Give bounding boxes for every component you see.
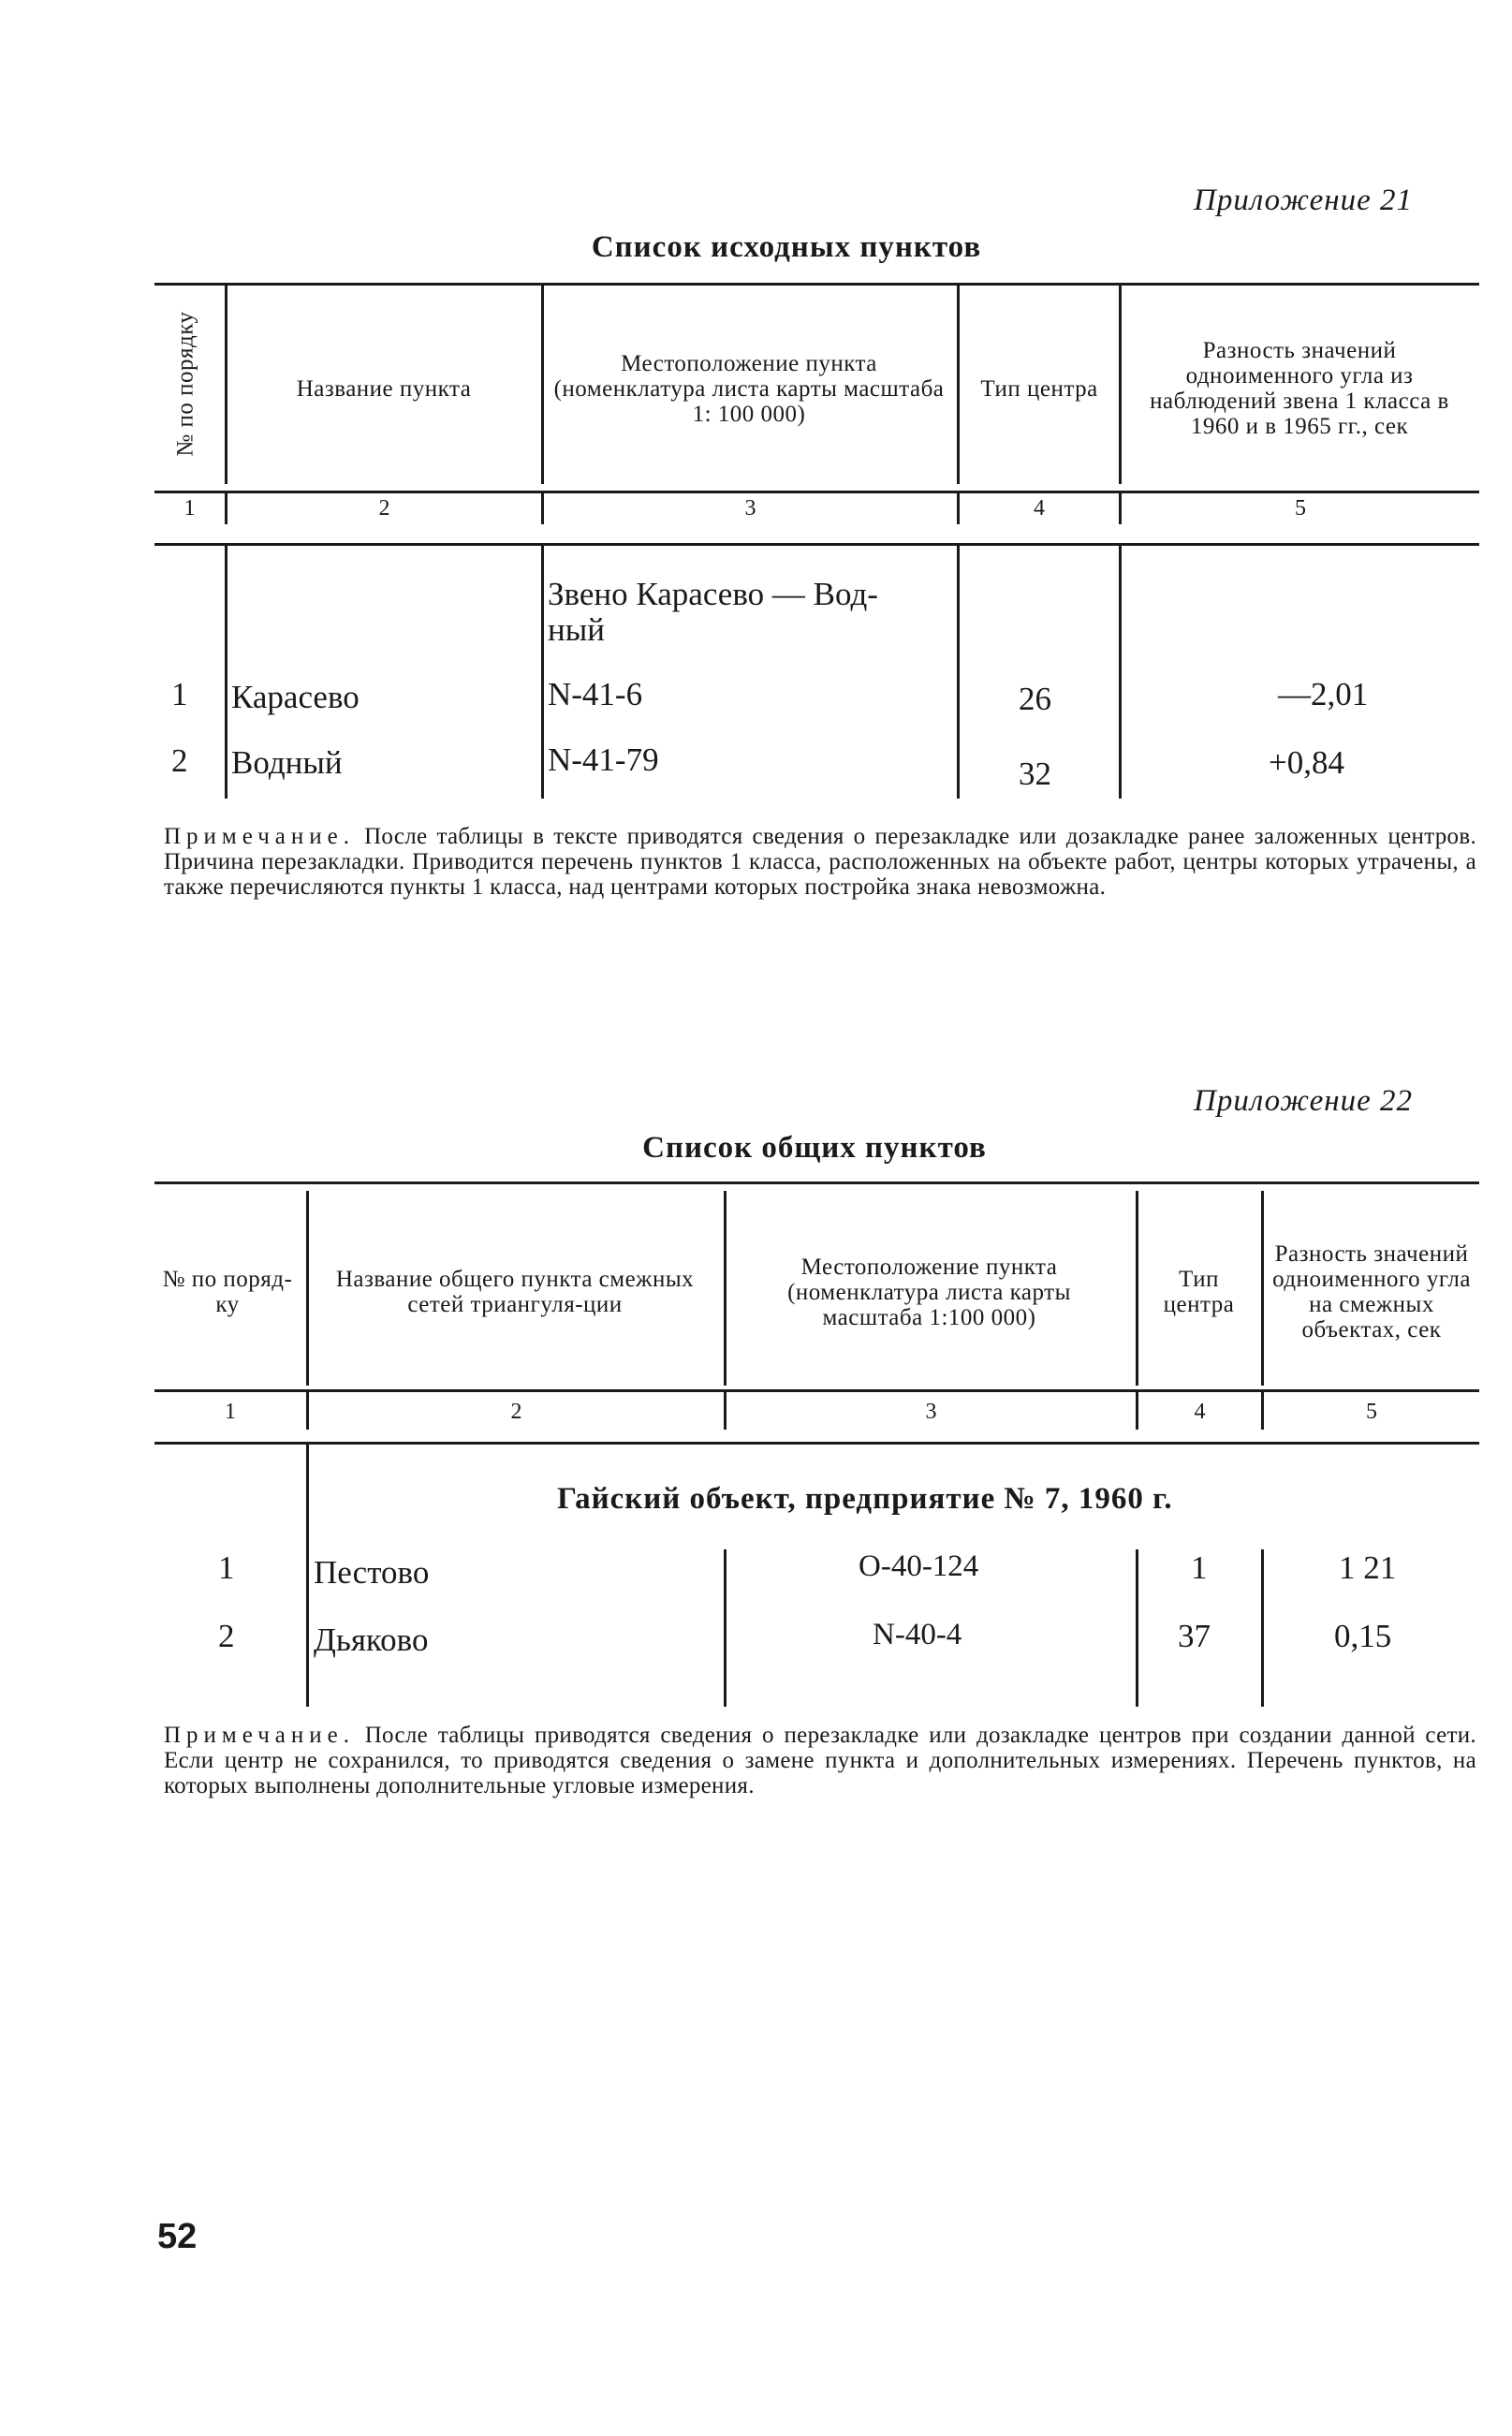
note-label: Примечание. [164,1723,356,1748]
table1-colnum-2: 2 [378,496,390,521]
note-text: После таблицы приводятся сведения о перезакладке или дозакладке центров при создании данной сети. Если центр не сохранился, то приводятся сведения о замене пункта и дополнительных измерениях. Перечень пунктов, на которых выполнены дополнительные угловые измерения. [164,1723,1476,1798]
table1-top-rule [154,283,1479,286]
table2-colnum-3: 3 [925,1400,937,1424]
center-type: 32 [1019,756,1051,792]
table1-colnum-5: 5 [1295,496,1306,521]
row-number: 1 [218,1549,235,1586]
table2-header-location: Местоположение пункта (номенклатура листа карты масштаба 1:100 000) [787,1254,1071,1330]
appendix-22-label: Приложение 22 [1194,1084,1413,1118]
table2-top-rule [154,1181,1479,1184]
table2-header-divider-1 [306,1191,309,1386]
table1-group-heading-line1: Звено Карасево — Вод- [548,576,878,612]
table2-header-angle-difference: Разность значений одноименного угла на смежных объектах, сек [1272,1241,1471,1343]
table1-group-heading-line2: ный [548,611,605,648]
table1-header-divider-1 [225,283,228,484]
map-sheet: O-40-124 [859,1549,979,1583]
center-type: 37 [1178,1618,1211,1654]
note-text: После таблицы в тексте приводятся сведения о перезакладке или дозакладке ранее заложенных центров. Причина перезакладки. Приводится перечень пунктов 1 класса, расположенных на объекте работ, центры которых утрачены, а также перечисляются пункты 1 класса, над центрами которых постройка знака невозможна. [164,824,1476,900]
table2-colnum-1: 1 [225,1400,236,1424]
map-sheet: N-41-6 [548,676,643,712]
table2-body-divider-3 [1136,1549,1138,1707]
table1-colnum-rule [154,543,1479,546]
row-number: 2 [171,742,188,779]
table2-body-divider-2 [724,1549,727,1707]
angle-difference: 0,15 [1334,1618,1392,1654]
table2-group-heading: Гайский объект, предприятие № 7, 1960 г. [557,1482,1173,1516]
table1-note [164,824,1476,900]
note-label: Примечание. [164,824,356,849]
table1-body-divider-1 [225,546,228,799]
table2-body-divider-1 [306,1445,309,1707]
table2-header-rule [154,1389,1479,1392]
point-name: Карасево [231,679,360,715]
center-type: 26 [1019,681,1051,717]
table2-header-divider-4 [1261,1191,1264,1386]
row-number: 1 [171,676,188,712]
table1-header-number: № по порядку [172,311,198,457]
angle-difference: —2,01 [1278,676,1369,712]
table1-header-divider-4 [1119,283,1122,484]
page-number: 52 [157,2217,198,2256]
map-sheet: N-40-4 [873,1618,962,1651]
table2-header-divider-3 [1136,1191,1138,1386]
table1-header-name: Название пункта [296,375,472,402]
table2-body-divider-4 [1261,1549,1264,1707]
table1-title: Список исходных пунктов [591,230,982,264]
table2-colnum-5: 5 [1366,1400,1377,1424]
table2-header-center-type: Тип центра [1163,1267,1235,1317]
table1-header-center-type: Тип центра [980,375,1098,402]
point-name: Водный [231,744,343,781]
table1-colnum-4: 4 [1034,496,1045,521]
row-number: 2 [218,1618,235,1654]
point-name: Дьяково [314,1622,429,1658]
table1-header-divider-3 [957,283,960,484]
point-name: Пестово [314,1554,430,1591]
appendix-21-label: Приложение 21 [1194,183,1413,217]
table2-header-number: № по поряд-ку [162,1267,293,1317]
table2-colnum-4: 4 [1194,1400,1206,1424]
table1-header-location: Местоположение пункта (номенклатура листа карты масштаба 1: 100 000) [553,350,945,427]
table2-header-name: Название общего пункта смежных сетей триангуля-ции [335,1267,695,1317]
table1-colnum-3: 3 [744,496,756,521]
table1-body-divider-2 [541,546,544,799]
angle-difference: 1 21 [1339,1549,1397,1586]
table1-header-divider-2 [541,283,544,484]
table2-note [164,1723,1476,1798]
table2-colnum-2: 2 [510,1400,522,1424]
table1-header-rule [154,491,1479,493]
table2-colnum-rule [154,1442,1479,1445]
table1-body-divider-3 [957,546,960,799]
table1-colnum-1: 1 [183,496,196,521]
table1-body-divider-4 [1119,546,1122,799]
table2-title: Список общих пунктов [642,1131,987,1165]
center-type: 1 [1191,1549,1208,1586]
map-sheet: N-41-79 [548,741,659,778]
table2-header-divider-2 [724,1191,727,1386]
table1-header-angle-difference: Разность значений одноименного угла из наблюдений звена 1 класса в 1960 и в 1965 гг., сек [1150,338,1449,439]
angle-difference: +0,84 [1269,744,1344,781]
